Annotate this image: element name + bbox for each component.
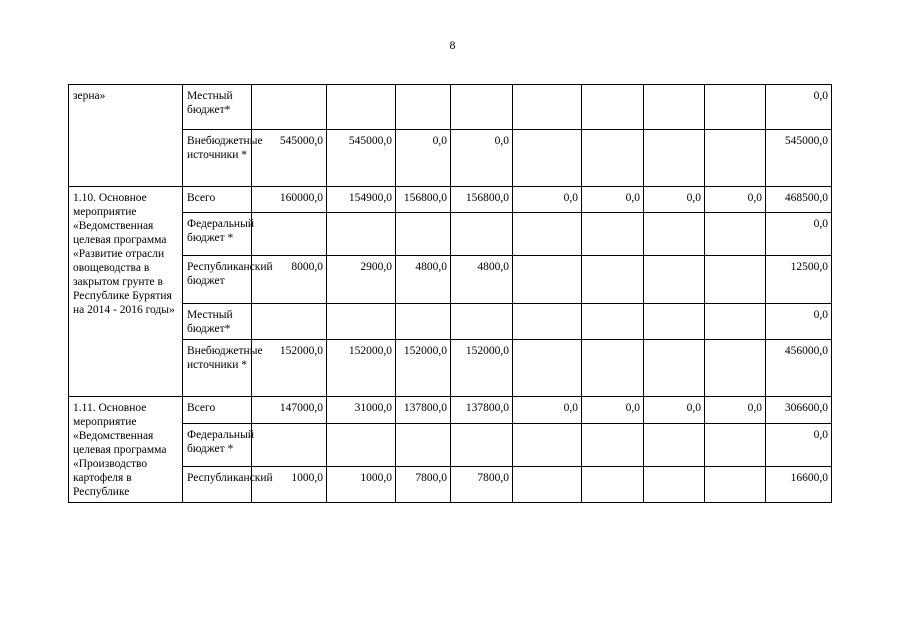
total-cell: 16600,0 <box>766 467 832 503</box>
total-cell: 0,0 <box>766 85 832 130</box>
table-row <box>69 304 832 340</box>
value-cell: 0,0 <box>644 187 705 213</box>
table-row <box>69 467 832 503</box>
value-cell <box>644 213 705 256</box>
value-cell: 137800,0 <box>451 397 513 424</box>
value-cell: 0,0 <box>582 397 644 424</box>
table-row <box>69 213 832 256</box>
value-cell <box>582 256 644 304</box>
value-cell: 545000,0 <box>252 130 327 187</box>
value-cell: 2900,0 <box>327 256 396 304</box>
value-cell: 152000,0 <box>396 340 451 397</box>
value-cell: 7800,0 <box>396 467 451 503</box>
value-cell <box>451 85 513 130</box>
value-cell: 1000,0 <box>327 467 396 503</box>
table-row <box>69 130 832 187</box>
value-cell <box>582 467 644 503</box>
value-cell: 8000,0 <box>252 256 327 304</box>
funding-source: Местный бюджет* <box>183 85 252 130</box>
table-row <box>69 340 832 397</box>
value-cell: 0,0 <box>513 187 582 213</box>
funding-source: Внебюджетные источники * <box>183 130 252 187</box>
value-cell <box>705 213 766 256</box>
budget-table <box>68 84 832 503</box>
value-cell <box>582 85 644 130</box>
value-cell <box>396 423 451 467</box>
value-cell: 152000,0 <box>252 340 327 397</box>
value-cell <box>513 304 582 340</box>
funding-source: Республиканский бюджет <box>183 256 252 304</box>
value-cell <box>582 423 644 467</box>
value-cell <box>327 213 396 256</box>
table-row <box>69 423 832 467</box>
value-cell <box>582 130 644 187</box>
value-cell <box>705 130 766 187</box>
value-cell <box>582 213 644 256</box>
value-cell <box>644 304 705 340</box>
value-cell <box>252 85 327 130</box>
table-row <box>69 85 832 130</box>
table-row <box>69 256 832 304</box>
value-cell: 0,0 <box>582 187 644 213</box>
funding-source: Местный бюджет* <box>183 304 252 340</box>
value-cell: 0,0 <box>513 397 582 424</box>
funding-source: Федеральный бюджет * <box>183 423 252 467</box>
value-cell <box>644 340 705 397</box>
value-cell <box>705 256 766 304</box>
funding-source: Всего <box>183 397 252 424</box>
value-cell <box>327 85 396 130</box>
total-cell: 468500,0 <box>766 187 832 213</box>
value-cell: 152000,0 <box>451 340 513 397</box>
value-cell <box>582 304 644 340</box>
value-cell <box>513 340 582 397</box>
event-description: 1.11. Основное мероприятие «Ведомственная целевая программа «Производство картофеля в Республике <box>69 397 183 503</box>
value-cell <box>396 85 451 130</box>
value-cell <box>451 423 513 467</box>
value-cell: 0,0 <box>705 397 766 424</box>
value-cell <box>644 467 705 503</box>
value-cell: 160000,0 <box>252 187 327 213</box>
value-cell <box>705 423 766 467</box>
total-cell: 0,0 <box>766 304 832 340</box>
value-cell <box>396 213 451 256</box>
value-cell <box>513 256 582 304</box>
value-cell <box>396 304 451 340</box>
value-cell: 154900,0 <box>327 187 396 213</box>
value-cell <box>252 423 327 467</box>
funding-source: Федеральный бюджет * <box>183 213 252 256</box>
value-cell <box>513 423 582 467</box>
value-cell <box>451 304 513 340</box>
value-cell <box>513 130 582 187</box>
value-cell <box>644 256 705 304</box>
event-description: зерна» <box>69 85 183 187</box>
value-cell: 156800,0 <box>451 187 513 213</box>
page-number: 8 <box>449 38 456 52</box>
total-cell: 0,0 <box>766 213 832 256</box>
value-cell: 545000,0 <box>327 130 396 187</box>
funding-source: Всего <box>183 187 252 213</box>
value-cell: 156800,0 <box>396 187 451 213</box>
event-description: 1.10. Основное мероприятие «Ведомственная целевая программа «Развитие отрасли овощеводства в закрытом грунте в Республике Бурятия на 2014 - 2016 годы» <box>69 187 183 397</box>
total-cell: 0,0 <box>766 423 832 467</box>
total-cell: 545000,0 <box>766 130 832 187</box>
value-cell <box>252 213 327 256</box>
total-cell: 306600,0 <box>766 397 832 424</box>
value-cell <box>451 213 513 256</box>
value-cell <box>327 304 396 340</box>
value-cell <box>513 213 582 256</box>
value-cell <box>705 304 766 340</box>
total-cell: 456000,0 <box>766 340 832 397</box>
value-cell <box>644 423 705 467</box>
value-cell: 0,0 <box>451 130 513 187</box>
funding-source: Республиканский <box>183 467 252 503</box>
value-cell: 4800,0 <box>396 256 451 304</box>
value-cell: 0,0 <box>644 397 705 424</box>
table-row <box>69 187 832 213</box>
value-cell: 137800,0 <box>396 397 451 424</box>
value-cell <box>327 423 396 467</box>
value-cell <box>644 85 705 130</box>
value-cell: 147000,0 <box>252 397 327 424</box>
value-cell <box>644 130 705 187</box>
value-cell: 0,0 <box>396 130 451 187</box>
value-cell <box>705 340 766 397</box>
funding-source: Внебюджетные источники * <box>183 340 252 397</box>
value-cell: 152000,0 <box>327 340 396 397</box>
value-cell: 7800,0 <box>451 467 513 503</box>
value-cell <box>513 467 582 503</box>
value-cell: 1000,0 <box>252 467 327 503</box>
value-cell <box>582 340 644 397</box>
total-cell: 12500,0 <box>766 256 832 304</box>
value-cell <box>513 85 582 130</box>
value-cell: 4800,0 <box>451 256 513 304</box>
value-cell: 31000,0 <box>327 397 396 424</box>
table-row <box>69 397 832 424</box>
value-cell <box>705 467 766 503</box>
value-cell <box>705 85 766 130</box>
value-cell <box>252 304 327 340</box>
value-cell: 0,0 <box>705 187 766 213</box>
